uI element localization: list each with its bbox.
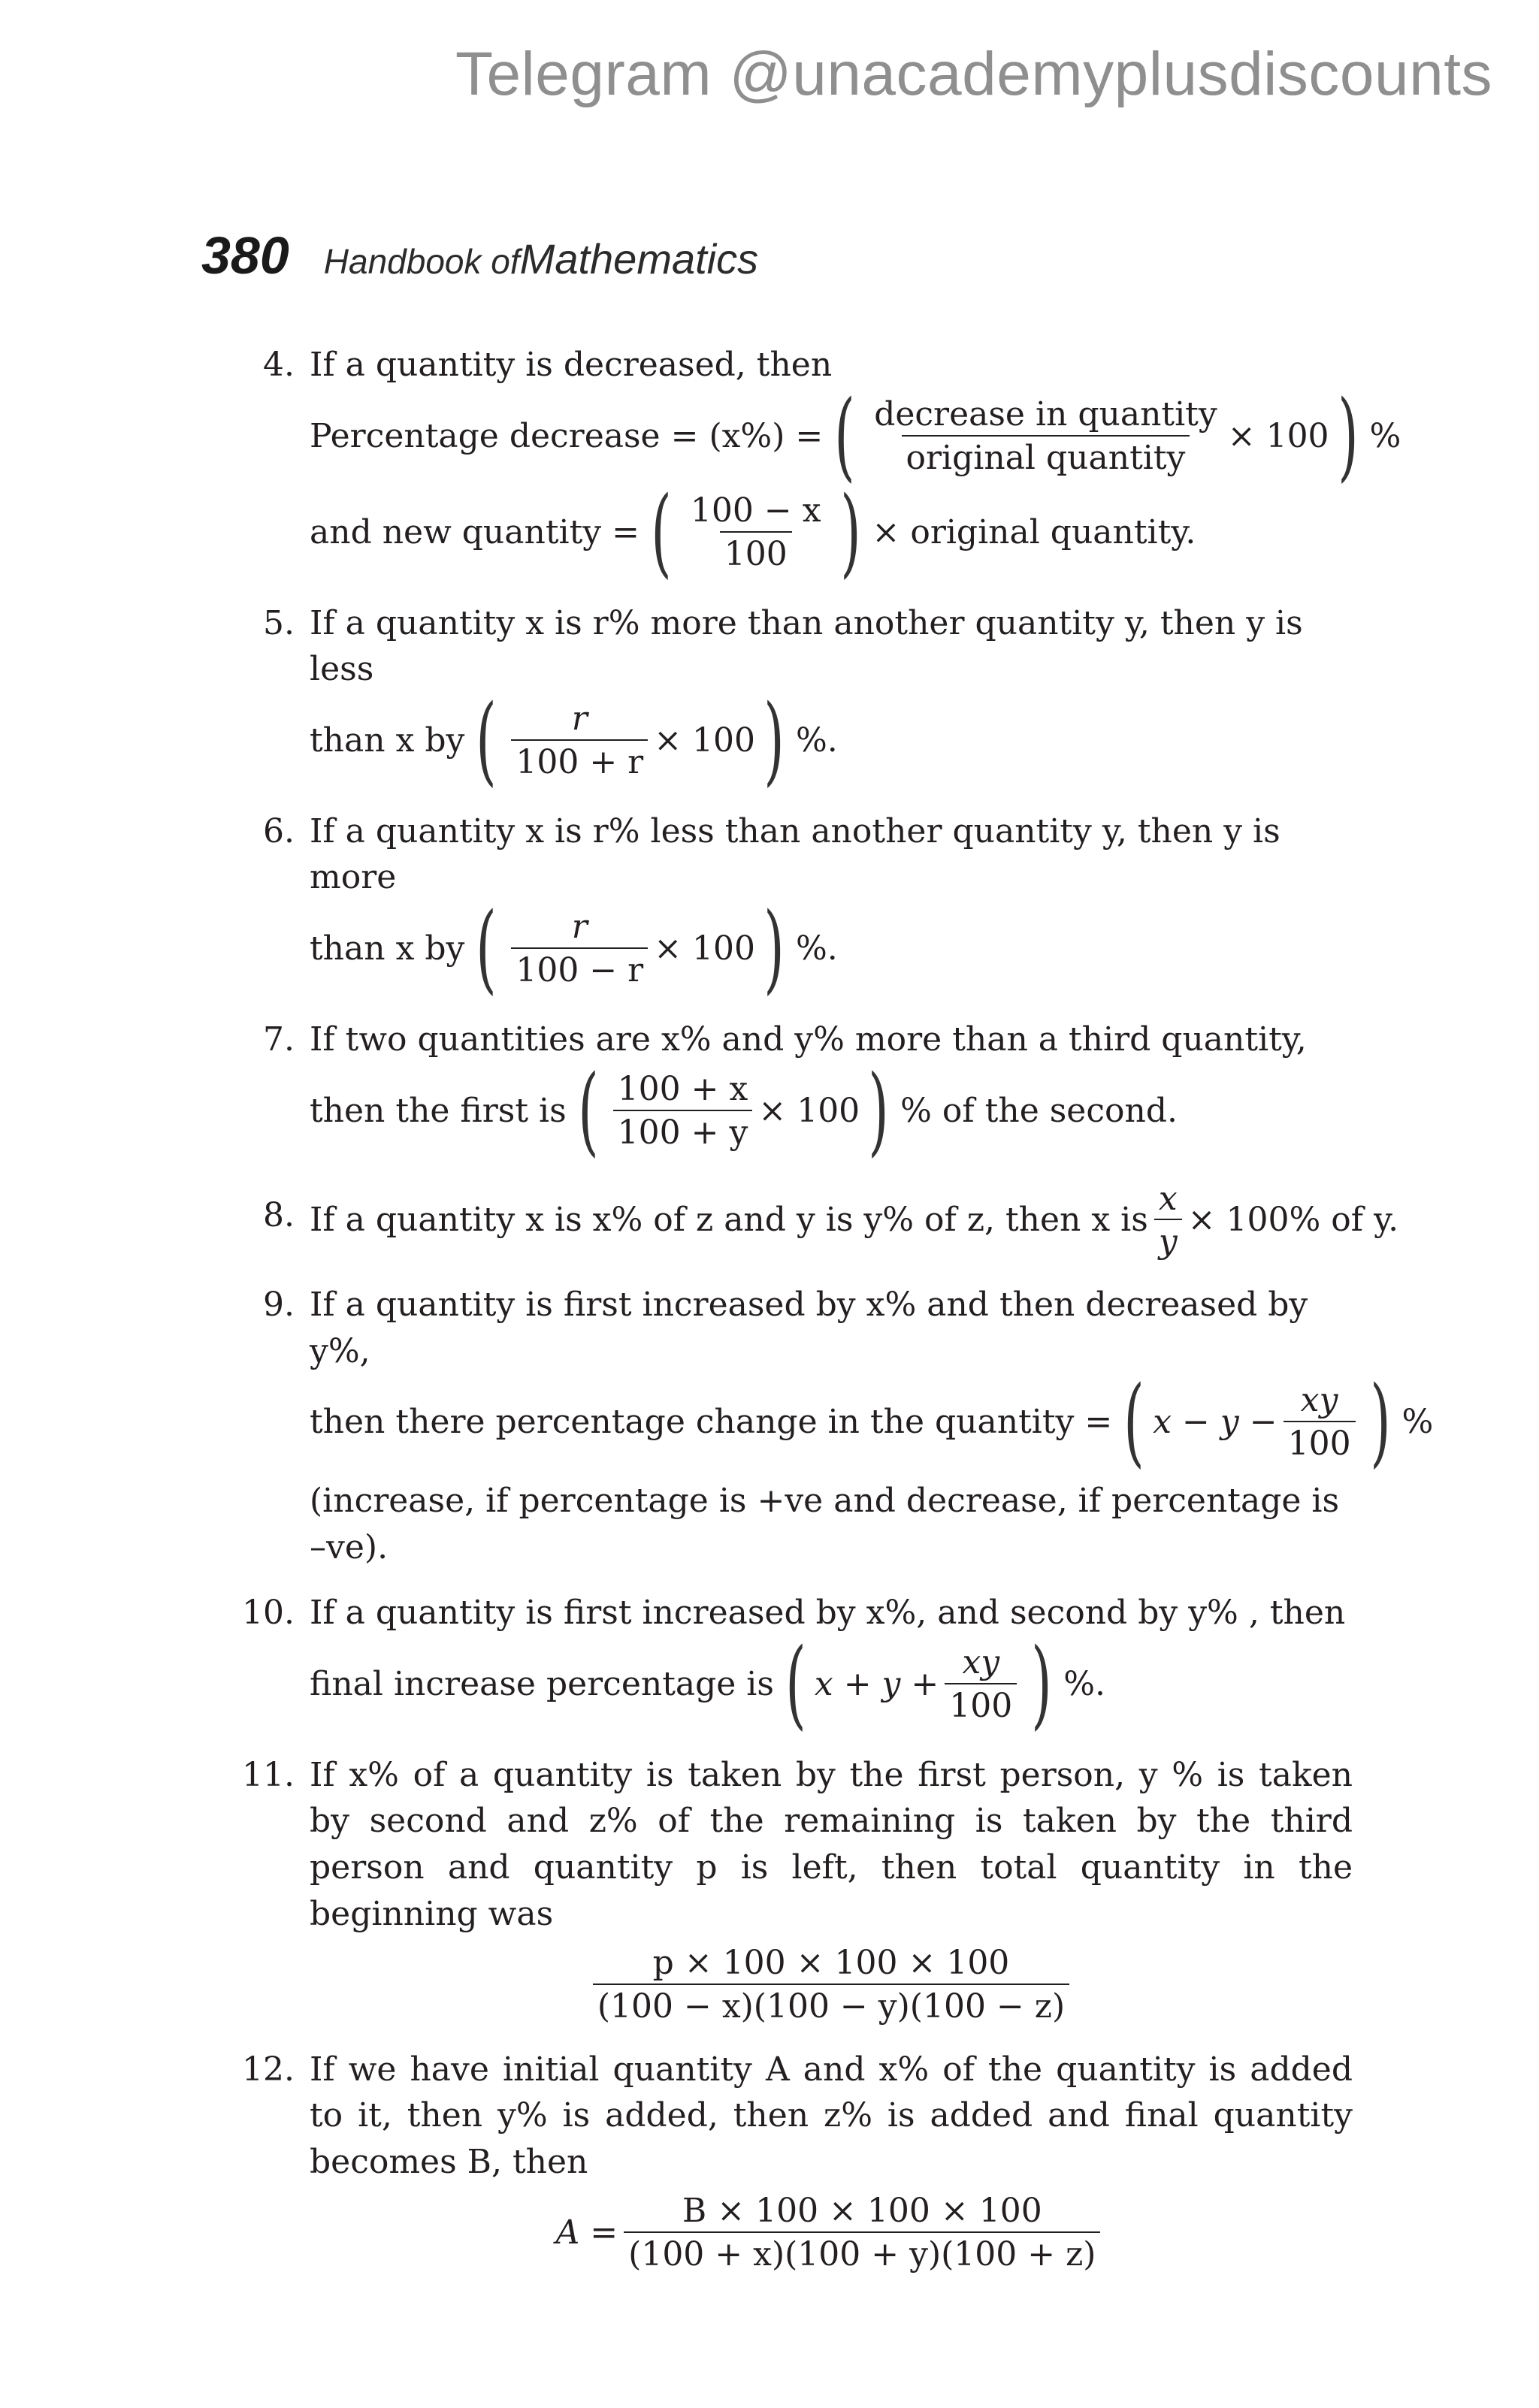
fraction [511, 907, 648, 990]
formula-lhs: A = [555, 2213, 618, 2252]
item-text: If x% of a quantity is taken by the first person, y % is taken by second and z% of the remaining is taken by the third person and quantity p is left, then total quantity in the beginning was [310, 1755, 1353, 1933]
denominator: 100 + y [613, 1110, 753, 1153]
denominator: y [1154, 1219, 1182, 1262]
item-text: If a quantity x is r% more than another quantity y, then y is less [310, 603, 1303, 689]
parenthesized-expression: ( $\frac{r}{100 - r}$ × 100 ) [476, 892, 785, 1005]
numerator: decrease in quantity [874, 394, 1217, 434]
formula-percentage-decrease [310, 379, 1401, 492]
parenthesized-expression: ( x + y + $\frac{xy}{100}$ ) [785, 1627, 1052, 1740]
parenthesized-expression: ( $\frac{\text{decrease in quantity}}{\text{original quantity}}$ × 100 ) [834, 379, 1359, 492]
fraction [686, 491, 826, 574]
item-note: (increase, if percentage is +ve and decrease, if percentage is –ve). [310, 1482, 1340, 1567]
item-number: 12. [242, 2050, 295, 2089]
list-item-4 [225, 342, 1401, 588]
denominator: (100 − x)(100 − y)(100 − z) [593, 1984, 1069, 2027]
formula-label: and new quantity = [310, 512, 639, 551]
item-number: 10. [242, 1594, 295, 1633]
fraction [593, 1943, 1069, 2026]
formula [310, 1943, 1353, 2026]
item-text: If we have initial quantity A and x% of the quantity is added to it, then y% is added, then z% is added and final quantity becomes B, then [310, 2050, 1353, 2181]
formula-tail: %. [1063, 1665, 1105, 1704]
list-item-12 [225, 2047, 1353, 2275]
item-text: If two quantities are x% and y% more than a third quantity, [310, 1020, 1307, 1059]
item-number: 4. [263, 346, 295, 384]
formula-label: then the first is [310, 1091, 567, 1130]
formula-label: than x by [310, 929, 465, 968]
numerator: x [1158, 1179, 1178, 1218]
denominator: 100 − r [511, 947, 648, 991]
item-text: If a quantity is first increased by x% and then decreased by y%, [310, 1285, 1308, 1370]
book-title [324, 234, 758, 283]
denominator: 100 [1284, 1421, 1356, 1464]
parenthesized-expression: ( $\frac{100 - x}{100}$ ) [651, 476, 861, 588]
list-item-7 [225, 1017, 1353, 1167]
fraction [1284, 1380, 1356, 1464]
expression: x − y − [1153, 1403, 1277, 1442]
fraction [869, 394, 1222, 478]
formula [310, 1179, 1399, 1262]
watermark: Telegram @unacademyplusdiscounts [455, 40, 1492, 108]
book-title-prefix: Handbook of [323, 242, 520, 281]
numerator: B × 100 × 100 × 100 [682, 2192, 1042, 2231]
page-content [225, 342, 1434, 2295]
parenthesized-expression: ( $\frac{100 + x}{100 + y}$ × 100 ) [577, 1054, 889, 1167]
numerator: xy [1300, 1381, 1338, 1420]
denominator: 100 [945, 1683, 1017, 1727]
formula-tail: %. [795, 929, 838, 968]
formula-label: final increase percentage is [310, 1665, 774, 1704]
item-number: 7. [263, 1020, 295, 1059]
formula-tail: % of the second. [900, 1091, 1178, 1130]
item-number: 6. [263, 811, 295, 851]
fraction [945, 1642, 1017, 1726]
item-text: If a quantity x is x% of z and y is y% of z, then x is [310, 1201, 1148, 1240]
expression: x + y + [814, 1665, 939, 1704]
list-item-5 [225, 600, 1353, 796]
formula-label: Percentage decrease = (x%) = [310, 416, 824, 455]
list-item-11 [225, 1752, 1353, 2027]
denominator: (100 + x)(100 + y)(100 + z) [624, 2231, 1100, 2275]
multiplier: × 100 [654, 929, 756, 968]
formula-tail: %. [795, 721, 838, 760]
fraction [511, 699, 648, 782]
fraction [624, 2191, 1100, 2274]
numerator: xy [962, 1643, 1000, 1682]
numerator: r [571, 699, 588, 739]
item-text: If a quantity x is r% less than another quantity y, then y is more [310, 811, 1280, 897]
numerator: p × 100 × 100 × 100 [652, 1944, 1010, 1983]
fraction [613, 1069, 753, 1153]
formula [310, 892, 1353, 1005]
multiplier: × 100 [654, 721, 756, 760]
item-number: 11. [242, 1755, 295, 1794]
formula-label: than x by [310, 721, 465, 760]
percent-sign: % [1369, 416, 1401, 455]
denominator: 100 + r [511, 739, 648, 783]
fraction [1154, 1179, 1182, 1262]
multiplier: × 100 [1227, 416, 1329, 455]
numerator: 100 + x [617, 1069, 748, 1108]
item-number: 5. [263, 603, 295, 642]
parenthesized-expression: ( x − y − $\frac{xy}{100}$ ) [1123, 1366, 1391, 1479]
formula-label: then there percentage change in the quantity = [310, 1403, 1113, 1442]
numerator: r [571, 908, 588, 947]
denominator: 100 [720, 531, 792, 575]
page-header [201, 225, 758, 286]
item-number: 9. [263, 1285, 295, 1324]
percent-sign: % [1401, 1403, 1434, 1442]
formula [310, 2191, 1353, 2274]
item-text: If a quantity is first increased by x%, and second by y% , then [310, 1594, 1346, 1633]
formula-tail: × original quantity. [872, 512, 1196, 551]
list-item-10 [225, 1590, 1353, 1740]
parenthesized-expression: ( $\frac{r}{100 + r}$ × 100 ) [476, 684, 785, 796]
list-item-9 [225, 1282, 1434, 1570]
list-item-6 [225, 808, 1353, 1005]
formula-tail: × 100% of y. [1187, 1201, 1399, 1240]
formula [310, 1627, 1353, 1740]
book-title-main: Mathematics [519, 235, 759, 282]
formula-new-quantity [310, 476, 1353, 588]
formula [310, 1366, 1434, 1479]
multiplier: × 100 [758, 1091, 860, 1130]
list-item-8 [225, 1179, 1399, 1262]
numerator: 100 − x [690, 491, 821, 530]
denominator: original quantity [902, 435, 1190, 479]
item-number: 8. [263, 1195, 295, 1234]
page-number: 380 [201, 226, 289, 285]
formula [310, 1054, 1353, 1167]
item-text: If a quantity is decreased, then [310, 346, 833, 384]
formula [310, 684, 1353, 796]
